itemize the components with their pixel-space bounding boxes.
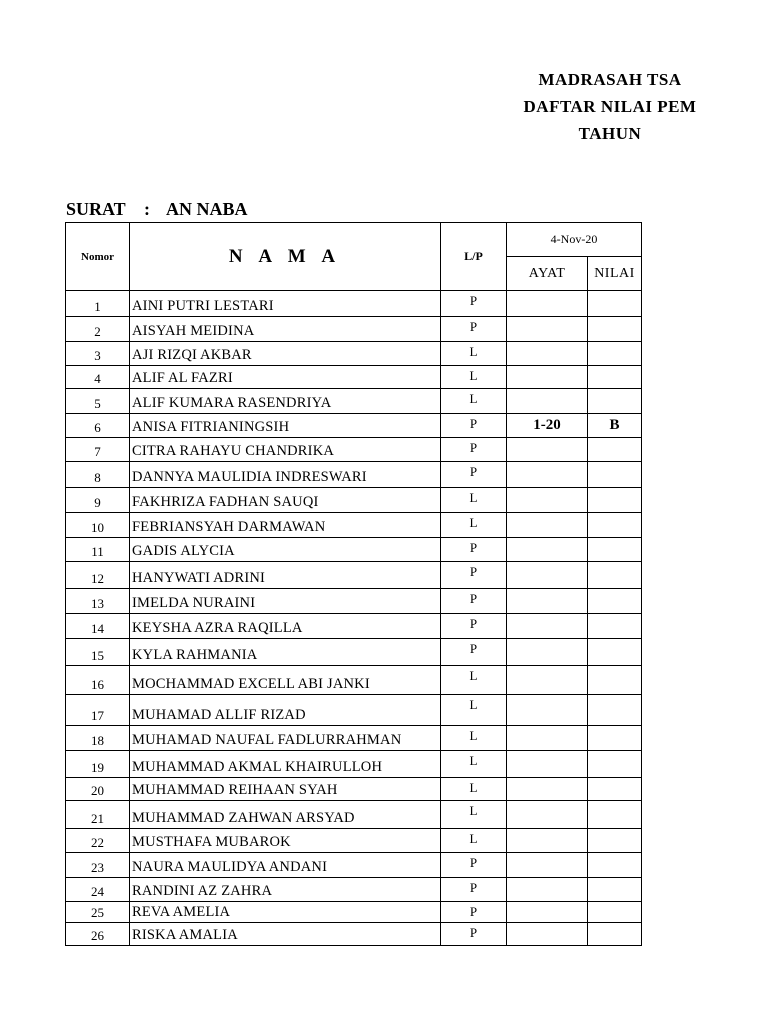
nilai-cell bbox=[588, 902, 642, 923]
row-number: 25 bbox=[66, 902, 130, 923]
ayat-cell bbox=[507, 562, 588, 589]
row-number: 18 bbox=[66, 726, 130, 751]
table-row bbox=[66, 414, 642, 438]
nilai-cell bbox=[588, 389, 642, 414]
student-name: HANYWATI ADRINI bbox=[130, 562, 441, 589]
gender: L bbox=[441, 726, 507, 751]
ayat-cell bbox=[507, 513, 588, 538]
student-name: GADIS ALYCIA bbox=[130, 538, 441, 562]
nilai-cell bbox=[588, 342, 642, 366]
table-row bbox=[66, 589, 642, 614]
gender: P bbox=[441, 538, 507, 562]
surat-colon: : bbox=[144, 199, 150, 219]
student-name: MUHAMMAD ZAHWAN ARSYAD bbox=[130, 801, 441, 829]
row-number: 11 bbox=[66, 538, 130, 562]
table-row bbox=[66, 878, 642, 902]
header-lp: L/P bbox=[441, 223, 507, 291]
row-number: 24 bbox=[66, 878, 130, 902]
student-name: ALIF KUMARA RASENDRIYA bbox=[130, 389, 441, 414]
table-row bbox=[66, 923, 642, 946]
ayat-cell bbox=[507, 589, 588, 614]
row-number: 20 bbox=[66, 778, 130, 801]
header-nilai: NILAI bbox=[588, 257, 642, 291]
surat-value: AN NABA bbox=[166, 199, 248, 219]
nilai-cell bbox=[588, 366, 642, 389]
student-name: KEYSHA AZRA RAQILLA bbox=[130, 614, 441, 639]
row-number: 4 bbox=[66, 366, 130, 389]
gender: L bbox=[441, 513, 507, 538]
gender: P bbox=[441, 853, 507, 878]
table-row bbox=[66, 342, 642, 366]
nilai-cell bbox=[588, 801, 642, 829]
nilai-cell bbox=[588, 829, 642, 853]
gender: L bbox=[441, 829, 507, 853]
table-row bbox=[66, 513, 642, 538]
gender: P bbox=[441, 317, 507, 342]
nilai-cell bbox=[588, 562, 642, 589]
row-number: 6 bbox=[66, 414, 130, 438]
nilai-cell bbox=[588, 538, 642, 562]
gender: P bbox=[441, 589, 507, 614]
nilai-cell bbox=[588, 589, 642, 614]
row-number: 14 bbox=[66, 614, 130, 639]
gender: P bbox=[441, 614, 507, 639]
row-number: 10 bbox=[66, 513, 130, 538]
ayat-cell bbox=[507, 778, 588, 801]
row-number: 2 bbox=[66, 317, 130, 342]
student-name: AJI RIZQI AKBAR bbox=[130, 342, 441, 366]
gender: L bbox=[441, 666, 507, 695]
student-name: MUHAMAD ALLIF RIZAD bbox=[130, 695, 441, 726]
gender: P bbox=[441, 639, 507, 666]
row-number: 16 bbox=[66, 666, 130, 695]
gender: P bbox=[441, 414, 507, 438]
nilai-cell bbox=[588, 639, 642, 666]
ayat-cell bbox=[507, 902, 588, 923]
table-row bbox=[66, 666, 642, 695]
table-row bbox=[66, 291, 642, 317]
student-name: FEBRIANSYAH DARMAWAN bbox=[130, 513, 441, 538]
ayat-cell bbox=[507, 366, 588, 389]
table-row bbox=[66, 853, 642, 878]
gender: L bbox=[441, 389, 507, 414]
gender: L bbox=[441, 366, 507, 389]
nilai-cell bbox=[588, 853, 642, 878]
gender: L bbox=[441, 342, 507, 366]
student-name: AINI PUTRI LESTARI bbox=[130, 291, 441, 317]
ayat-cell bbox=[507, 438, 588, 462]
table-row bbox=[66, 695, 642, 726]
student-name: NAURA MAULIDYA ANDANI bbox=[130, 853, 441, 878]
header-date: 4-Nov-20 bbox=[507, 223, 642, 257]
ayat-cell bbox=[507, 538, 588, 562]
row-number: 3 bbox=[66, 342, 130, 366]
table-row bbox=[66, 438, 642, 462]
nilai-cell bbox=[588, 726, 642, 751]
school-name: MADRASAH TSA bbox=[538, 70, 682, 89]
student-name: AISYAH MEIDINA bbox=[130, 317, 441, 342]
student-name: ANISA FITRIANINGSIH bbox=[130, 414, 441, 438]
surat-line bbox=[66, 199, 248, 220]
table-row bbox=[66, 366, 642, 389]
row-number: 7 bbox=[66, 438, 130, 462]
header-nama: N A M A bbox=[130, 223, 441, 291]
nilai-cell bbox=[588, 438, 642, 462]
document-title: DAFTAR NILAI PEM bbox=[523, 97, 697, 116]
academic-year: TAHUN bbox=[578, 124, 642, 143]
nilai-cell: B bbox=[588, 414, 642, 438]
table-row bbox=[66, 614, 642, 639]
table-row bbox=[66, 726, 642, 751]
ayat-cell: 1-20 bbox=[507, 414, 588, 438]
row-number: 5 bbox=[66, 389, 130, 414]
gender: P bbox=[441, 562, 507, 589]
student-name: ALIF AL FAZRI bbox=[130, 366, 441, 389]
row-number: 22 bbox=[66, 829, 130, 853]
gender: P bbox=[441, 438, 507, 462]
student-name: DANNYA MAULIDIA INDRESWARI bbox=[130, 462, 441, 488]
nilai-cell bbox=[588, 666, 642, 695]
table-row bbox=[66, 751, 642, 778]
student-name: FAKHRIZA FADHAN SAUQI bbox=[130, 488, 441, 513]
gender: P bbox=[441, 291, 507, 317]
row-number: 9 bbox=[66, 488, 130, 513]
gender: P bbox=[441, 923, 507, 946]
row-number: 8 bbox=[66, 462, 130, 488]
nilai-cell bbox=[588, 291, 642, 317]
row-number: 21 bbox=[66, 801, 130, 829]
row-number: 26 bbox=[66, 923, 130, 946]
ayat-cell bbox=[507, 317, 588, 342]
row-number: 17 bbox=[66, 695, 130, 726]
ayat-cell bbox=[507, 695, 588, 726]
table-body bbox=[66, 291, 642, 946]
gender: L bbox=[441, 778, 507, 801]
nilai-cell bbox=[588, 751, 642, 778]
table-row bbox=[66, 639, 642, 666]
surat-label: SURAT bbox=[66, 199, 126, 219]
nilai-cell bbox=[588, 695, 642, 726]
table-row bbox=[66, 902, 642, 923]
table-row bbox=[66, 778, 642, 801]
ayat-cell bbox=[507, 853, 588, 878]
student-name: MUHAMMAD REIHAAN SYAH bbox=[130, 778, 441, 801]
student-name: MUHAMMAD AKMAL KHAIRULLOH bbox=[130, 751, 441, 778]
table-row bbox=[66, 488, 642, 513]
nilai-cell bbox=[588, 778, 642, 801]
ayat-cell bbox=[507, 488, 588, 513]
gender: L bbox=[441, 695, 507, 726]
header-ayat: AYAT bbox=[507, 257, 588, 291]
gender: L bbox=[441, 488, 507, 513]
student-name: MOCHAMMAD EXCELL ABI JANKI bbox=[130, 666, 441, 695]
row-number: 23 bbox=[66, 853, 130, 878]
row-number: 19 bbox=[66, 751, 130, 778]
ayat-cell bbox=[507, 389, 588, 414]
nilai-cell bbox=[588, 488, 642, 513]
table-row bbox=[66, 317, 642, 342]
header-nomor: Nomor bbox=[66, 223, 130, 291]
ayat-cell bbox=[507, 342, 588, 366]
ayat-cell bbox=[507, 751, 588, 778]
ayat-cell bbox=[507, 726, 588, 751]
table-row bbox=[66, 801, 642, 829]
table-row bbox=[66, 462, 642, 488]
nilai-cell bbox=[588, 878, 642, 902]
student-name: CITRA RAHAYU CHANDRIKA bbox=[130, 438, 441, 462]
student-name: MUSTHAFA MUBAROK bbox=[130, 829, 441, 853]
table-row bbox=[66, 389, 642, 414]
gender: P bbox=[441, 902, 507, 923]
table-row bbox=[66, 538, 642, 562]
student-name: RISKA AMALIA bbox=[130, 923, 441, 946]
student-name: MUHAMAD NAUFAL FADLURRAHMAN bbox=[130, 726, 441, 751]
table-row bbox=[66, 562, 642, 589]
nilai-cell bbox=[588, 513, 642, 538]
ayat-cell bbox=[507, 923, 588, 946]
ayat-cell bbox=[507, 666, 588, 695]
student-name: REVA AMELIA bbox=[130, 902, 441, 923]
ayat-cell bbox=[507, 291, 588, 317]
row-number: 1 bbox=[66, 291, 130, 317]
row-number: 12 bbox=[66, 562, 130, 589]
nilai-cell bbox=[588, 923, 642, 946]
student-name: IMELDA NURAINI bbox=[130, 589, 441, 614]
nilai-cell bbox=[588, 614, 642, 639]
gender: P bbox=[441, 878, 507, 902]
ayat-cell bbox=[507, 462, 588, 488]
ayat-cell bbox=[507, 878, 588, 902]
row-number: 13 bbox=[66, 589, 130, 614]
grades-table bbox=[65, 222, 642, 946]
table-row bbox=[66, 829, 642, 853]
student-name: RANDINI AZ ZAHRA bbox=[130, 878, 441, 902]
gender: L bbox=[441, 751, 507, 778]
nilai-cell bbox=[588, 462, 642, 488]
row-number: 15 bbox=[66, 639, 130, 666]
ayat-cell bbox=[507, 614, 588, 639]
ayat-cell bbox=[507, 801, 588, 829]
gender: P bbox=[441, 462, 507, 488]
student-name: KYLA RAHMANIA bbox=[130, 639, 441, 666]
ayat-cell bbox=[507, 829, 588, 853]
nilai-cell bbox=[588, 317, 642, 342]
gender: L bbox=[441, 801, 507, 829]
ayat-cell bbox=[507, 639, 588, 666]
